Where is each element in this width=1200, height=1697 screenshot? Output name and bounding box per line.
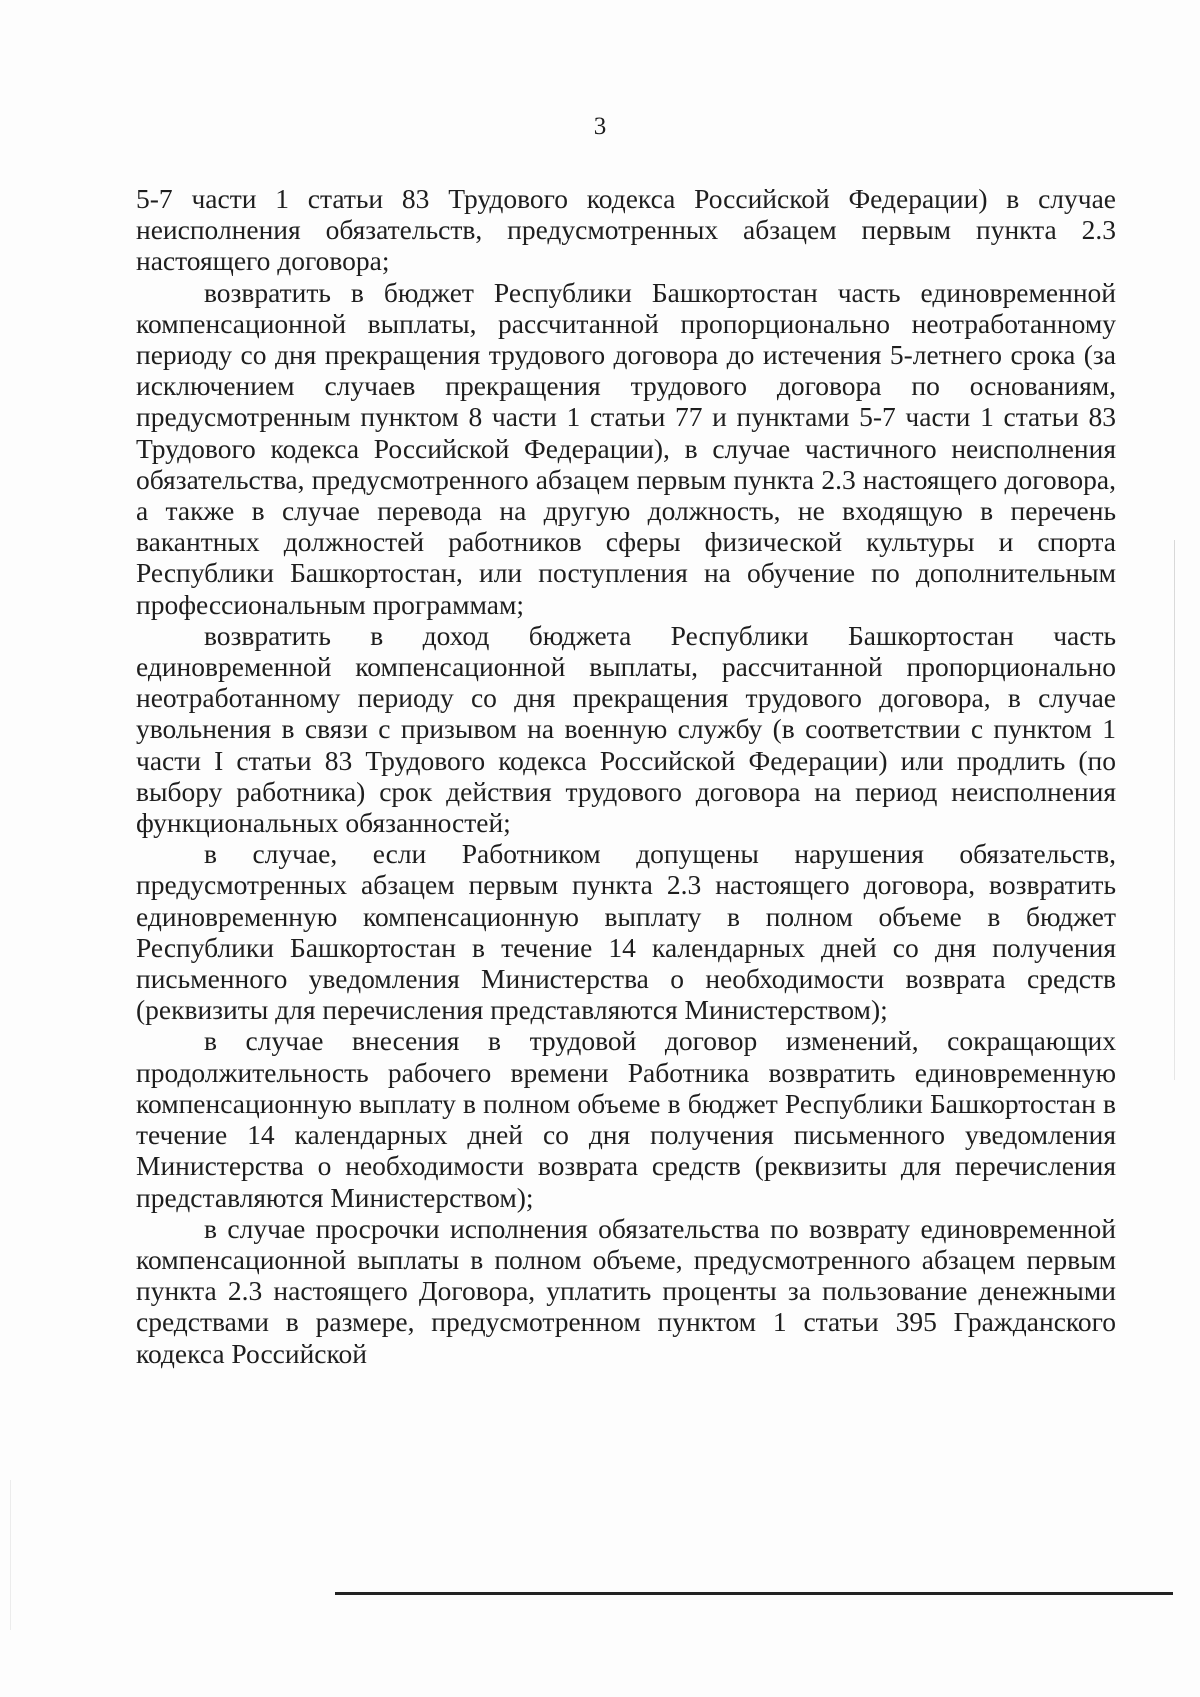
- scan-artifact-left: [10, 1480, 11, 1630]
- paragraph-violation-return: в случае, если Работником допущены нарушения обязательств, предусмотренных абзацем первым пункта 2.3 настоящего договора, возвратить единовременную компенсационную выплату в полном объеме в бюджет Республики Башкортостан в течение 14 календарных дней со дня получения письменного уведомления Министерства о необходимости возврата средств (реквизиты для перечисления представляются Министерством);: [136, 838, 1116, 1026]
- paragraph-continuation: 5-7 части 1 статьи 83 Трудового кодекса Российской Федерации) в случае неисполнения обязательств, предусмотренных абзацем первым пункта 2.3 настоящего договора;: [136, 183, 1116, 277]
- page-number: 3: [593, 113, 607, 140]
- bottom-rule: [335, 1592, 1173, 1595]
- paragraph-late-return-interest: в случае просрочки исполнения обязательства по возврату единовременной компенсационной выплаты в полном объеме, предусмотренного абзацем первым пункта 2.3 настоящего Договора, уплатить проценты за пользование денежными средствами в размере, предусмотренном пунктом 1 статьи 395 Гражданского кодекса Российской: [136, 1212, 1116, 1369]
- document-body: [136, 183, 1116, 1369]
- scan-artifact-right: [1174, 540, 1175, 1080]
- paragraph-return-partial-payment: возвратить в бюджет Республики Башкортостан часть единовременной компенсационной выплаты, рассчитанной пропорционально неотработанному периоду со дня прекращения трудового договора до истечения 5-летнего срока (за исключением случаев прекращения трудового договора по основаниям, предусмотренным пунктом 8 части 1 статьи 77 и пунктами 5-7 части 1 статьи 83 Трудового кодекса Российской Федерации), в случае частичного неисполнения обязательства, предусмотренного абзацем первым пункта 2.3 настоящего договора, а также в случае перевода на другую должность, не входящую в перечень вакантных должностей работников сферы физической культуры и спорта Республики Башкортостан, или поступления на обучение по дополнительным профессиональным программам;: [136, 276, 1116, 620]
- paragraph-military-service: возвратить в доход бюджета Республики Башкортостан часть единовременной компенсационной выплаты, рассчитанной пропорционально неотработанному периоду со дня прекращения трудового договора, в случае увольнения в связи с призывом на военную службу (в соответствии с пунктом 1 части I статьи 83 Трудового кодекса Российской Федерации) или продлить (по выбору работника) срок действия трудового договора на период неисполнения функциональных обязанностей;: [136, 619, 1116, 839]
- paragraph-reduced-hours: в случае внесения в трудовой договор изменений, сокращающих продолжительность рабочего времени Работника возвратить единовременную компенсационную выплату в полном объеме в бюджет Республики Башкортостан в течение 14 календарных дней со дня получения письменного уведомления Министерства о необходимости возврата средств (реквизиты для перечисления представляются Министерством);: [136, 1025, 1116, 1213]
